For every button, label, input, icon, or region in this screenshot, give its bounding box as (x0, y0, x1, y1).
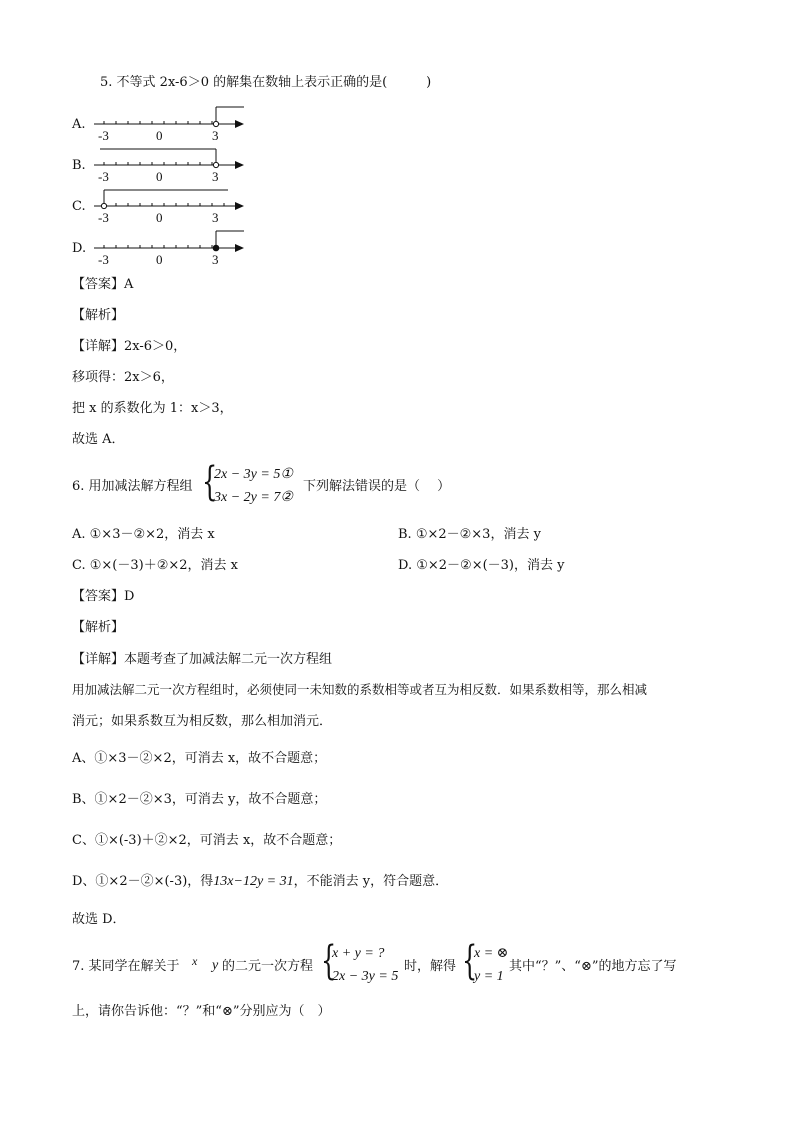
q7-var-x: x (192, 954, 198, 968)
q6-line-b: B、①×2－②×3，可消去 y，故不合题意； (72, 792, 327, 807)
tick-label-3: 3 (212, 252, 219, 267)
q6-equation-2: 3x − 2y = 7② (214, 490, 293, 505)
q5-step-2: 把 x 的系数化为 1：x＞3， (72, 401, 233, 416)
q6-line-a: A、①×3－②×2，可消去 x，故不合题意； (72, 751, 327, 766)
q6-option-a: A. ①×3－②×2，消去 x (72, 527, 215, 542)
q7-system-eq-1: x + y = ? (332, 946, 385, 961)
q6-answer: 【答案】D (72, 589, 135, 604)
q7-mid: 的二元一次方程 (222, 959, 314, 974)
tick-label-0: 0 (156, 210, 163, 225)
q6-conclusion: 故选 D． (72, 912, 126, 927)
q6-paragraph-1: 用加减法解二元一次方程组时，必须使同一未知数的系数相等或者互为相反数．如果系数相等，那么相减 (72, 682, 648, 697)
tick-label-0: 0 (156, 128, 163, 143)
q5-step-1: 移项得：2x＞6， (72, 370, 174, 385)
q5-option-c-numberline (92, 186, 252, 226)
q5-option-a-numberline (92, 104, 252, 144)
q7-var-y: y (212, 958, 219, 973)
q6-detail: 【详解】本题考查了加减法解二元一次方程组 (72, 652, 333, 667)
tick-label-3: 3 (212, 128, 219, 143)
tick-label-0: 0 (156, 252, 163, 267)
q7-line-2: 上，请你告诉他：“？”和“⊗”分别应为（ ） (72, 1004, 331, 1019)
q6-option-d: D. ①×2－②×(－3)，消去 y (398, 558, 565, 573)
q5-analysis-title: 【解析】 (72, 308, 125, 323)
q5-conclusion: 故选 A． (72, 432, 125, 447)
q6-option-c: C. ①×(－3)＋②×2，消去 x (72, 558, 238, 573)
q6-equation-1: 2x − 3y = 5① (214, 467, 293, 482)
q7-tail: 其中“？”、“⊗”的地方忘了写 (509, 959, 677, 974)
q6-line-d (72, 875, 448, 889)
tick-label-3: 3 (212, 169, 219, 184)
q6-prefix: 6. 用加减法解方程组 (72, 479, 193, 494)
q5-option-d-label: D. (72, 241, 87, 256)
q6-line-d-start: D、①×2－②×(-3)，得 (72, 874, 214, 889)
q5-stem: 5. 不等式 2x-6＞0 的解集在数轴上表示正确的是( ) (100, 75, 432, 90)
q7-system-eq-2: 2x − 3y = 5 (332, 969, 399, 984)
q6-line-d-end: ，不能消去 y，符合题意． (293, 874, 449, 889)
q5-option-b-numberline (92, 145, 252, 185)
q6-analysis-title: 【解析】 (72, 620, 125, 635)
q5-option-b-label: B. (72, 158, 86, 173)
q5-answer: 【答案】A (72, 277, 134, 292)
q6-system-brace: { (202, 459, 218, 505)
q5-detail: 【详解】2x-6＞0， (72, 339, 187, 354)
q5-option-d-numberline (92, 228, 252, 268)
q6-line-d-equation: 13x−12y = 31 (213, 874, 294, 889)
q7-solution-brace: { (462, 938, 478, 984)
tick-label-neg3: -3 (98, 210, 109, 225)
q6-paragraph-2: 消元；如果系数互为相反数，那么相加消元． (72, 714, 333, 729)
tick-label-neg3: -3 (98, 169, 109, 184)
q6-option-b: B. ①×2－②×3，消去 y (398, 527, 541, 542)
q6-suffix: 下列解法错误的是（ ） (303, 479, 451, 494)
q7-prefix: 7. 某同学在解关于 (72, 959, 180, 974)
q5-option-c-label: C. (72, 199, 86, 214)
q7-system-brace: { (321, 938, 337, 984)
q5-option-a-label: A. (72, 117, 86, 132)
q7-when: 时，解得 (404, 959, 457, 974)
q7-solution-eq-2: y = 1 (474, 969, 504, 984)
tick-label-3: 3 (212, 210, 219, 225)
tick-label-0: 0 (156, 169, 163, 184)
q7-solution-eq-1: x = ⊗ (474, 946, 509, 961)
tick-label-neg3: -3 (98, 252, 109, 267)
q6-line-c: C、①×(-3)＋②×2，可消去 x，故不合题意； (72, 833, 342, 848)
tick-label-neg3: -3 (98, 128, 109, 143)
